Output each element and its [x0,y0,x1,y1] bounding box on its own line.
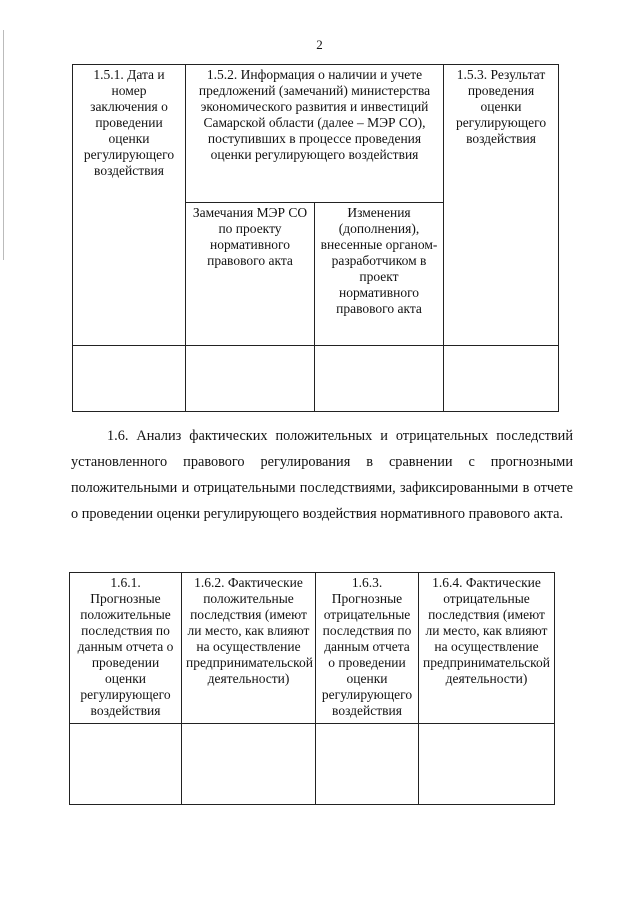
table-row [73,346,559,412]
consequences-analysis-table [69,572,555,805]
table-row [70,724,555,805]
regulatory-assessment-table [72,64,559,412]
empty-cell [315,346,444,412]
header-conclusion-date: 1.5.1. Дата и номер заключения о проведении оценки регулирующего воздействия [73,65,186,346]
empty-cell [73,346,186,412]
header-actual-positive: 1.6.2. Фактические положительные последствия (имеют ли место, как влияют на осуществление предпринимательской деятельности) [182,573,316,724]
subheader-developer-changes: Изменения (дополнения), внесенные органом-разработчиком в проект нормативного правового акта [315,203,444,346]
header-forecast-positive: 1.6.1. Прогнозные положительные последствия по данным отчета о проведении оценки регулирующего воздействия [70,573,182,724]
empty-cell [419,724,555,805]
empty-cell [444,346,559,412]
scan-edge-line [3,30,4,260]
header-forecast-negative: 1.6.3. Прогнозные отрицательные последствия по данным отчета о проведении оценки регулирующего воздействия [316,573,419,724]
section-1-6-paragraph: 1.6. Анализ фактических положительных и отрицательных последствий установленного правового регулирования в сравнении с прогнозными положительными и отрицательными последствиями, зафиксированными в отчете о проведении оценки регулирующего воздействия нормативного правового акта. [71,428,573,522]
header-mer-proposals-info: 1.5.2. Информация о наличии и учете предложений (замечаний) министерства экономического развития и инвестиций Самарской области (далее – МЭР СО), поступивших в процессе проведения оценки регулирующего воздействия [186,65,444,203]
page-number: 2 [316,37,323,52]
header-actual-negative: 1.6.4. Фактические отрицательные последствия (имеют ли место, как влияют на осуществление предпринимательской деятельности) [419,573,555,724]
subheader-mer-remarks: Замечания МЭР СО по проекту нормативного правового акта [186,203,315,346]
header-assessment-result: 1.5.3. Результат проведения оценки регулирующего воздействия [444,65,559,346]
empty-cell [70,724,182,805]
empty-cell [186,346,315,412]
empty-cell [182,724,316,805]
empty-cell [316,724,419,805]
